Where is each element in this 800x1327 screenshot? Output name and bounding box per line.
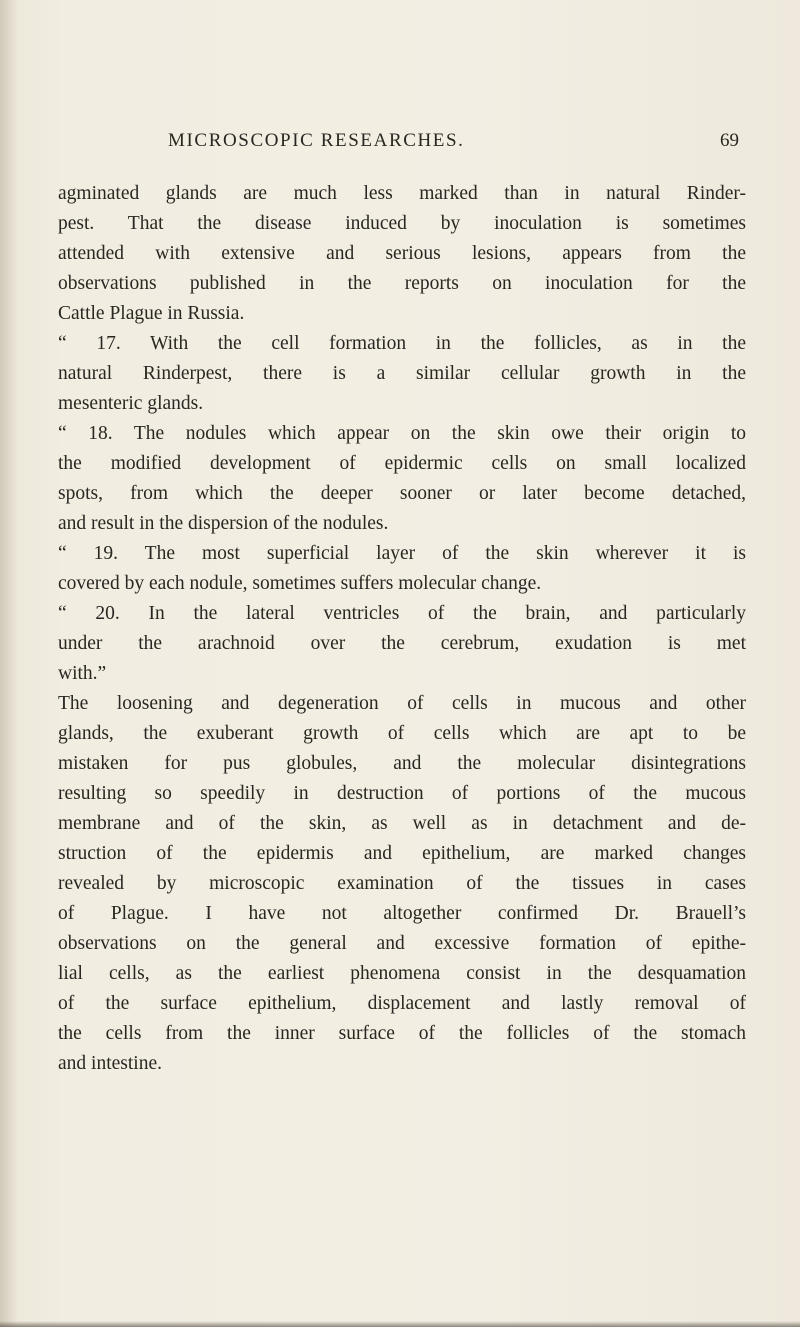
page-bottom-edge (0, 1321, 800, 1327)
text-line: revealed by microscopic examination of the tissues in cases (58, 873, 746, 894)
text-line: struction of the epidermis and epithelium, are marked changes (58, 843, 746, 864)
text-line: observations on the general and excessive formation of epithe- (58, 933, 746, 954)
text-line: under the arachnoid over the cerebrum, exudation is met (58, 633, 746, 654)
page-header (82, 130, 742, 160)
text-line: pest. That the disease induced by inoculation is sometimes (58, 213, 746, 234)
text-line: “ 18. The nodules which appear on the skin owe their origin to (58, 423, 746, 444)
text-line: membrane and of the skin, as well as in detachment and de- (58, 813, 746, 834)
text-line: Cattle Plague in Russia. (58, 303, 245, 324)
text-line: “ 19. The most superficial layer of the skin wherever it is (58, 543, 746, 564)
text-line: the modified development of epidermic cells on small localized (58, 453, 746, 474)
text-line: resulting so speedily in destruction of portions of the mucous (58, 783, 746, 804)
running-title: MICROSCOPIC RESEARCHES. (168, 130, 465, 151)
spine-shadow (0, 0, 18, 1327)
body-text (58, 179, 746, 1079)
text-line: spots, from which the deeper sooner or later become detached, (58, 483, 746, 504)
page-number: 69 (720, 130, 739, 151)
text-line: mesenteric glands. (58, 393, 204, 414)
text-line: The loosening and degeneration of cells in mucous and other (58, 693, 746, 714)
text-line: of Plague. I have not altogether confirmed Dr. Brauell’s (58, 903, 746, 924)
text-line: natural Rinderpest, there is a similar cellular growth in the (58, 363, 746, 384)
text-line: observations published in the reports on inoculation for the (58, 273, 746, 294)
text-line: and result in the dispersion of the nodules. (58, 513, 389, 534)
text-line: lial cells, as the earliest phenomena consist in the desquamation (58, 963, 746, 984)
text-line: and intestine. (58, 1053, 162, 1074)
text-line: covered by each nodule, sometimes suffers molecular change. (58, 573, 542, 594)
text-line: “ 20. In the lateral ventricles of the brain, and particularly (58, 603, 746, 624)
text-line: with.” (58, 663, 107, 684)
text-line: of the surface epithelium, displacement and lastly removal of (58, 993, 746, 1014)
text-line: mistaken for pus globules, and the molecular disintegrations (58, 753, 746, 774)
text-line: attended with extensive and serious lesions, appears from the (58, 243, 746, 264)
text-line: agminated glands are much less marked than in natural Rinder- (58, 183, 746, 204)
text-line: glands, the exuberant growth of cells which are apt to be (58, 723, 746, 744)
text-line: “ 17. With the cell formation in the follicles, as in the (58, 333, 746, 354)
text-line: the cells from the inner surface of the follicles of the stomach (58, 1023, 746, 1044)
